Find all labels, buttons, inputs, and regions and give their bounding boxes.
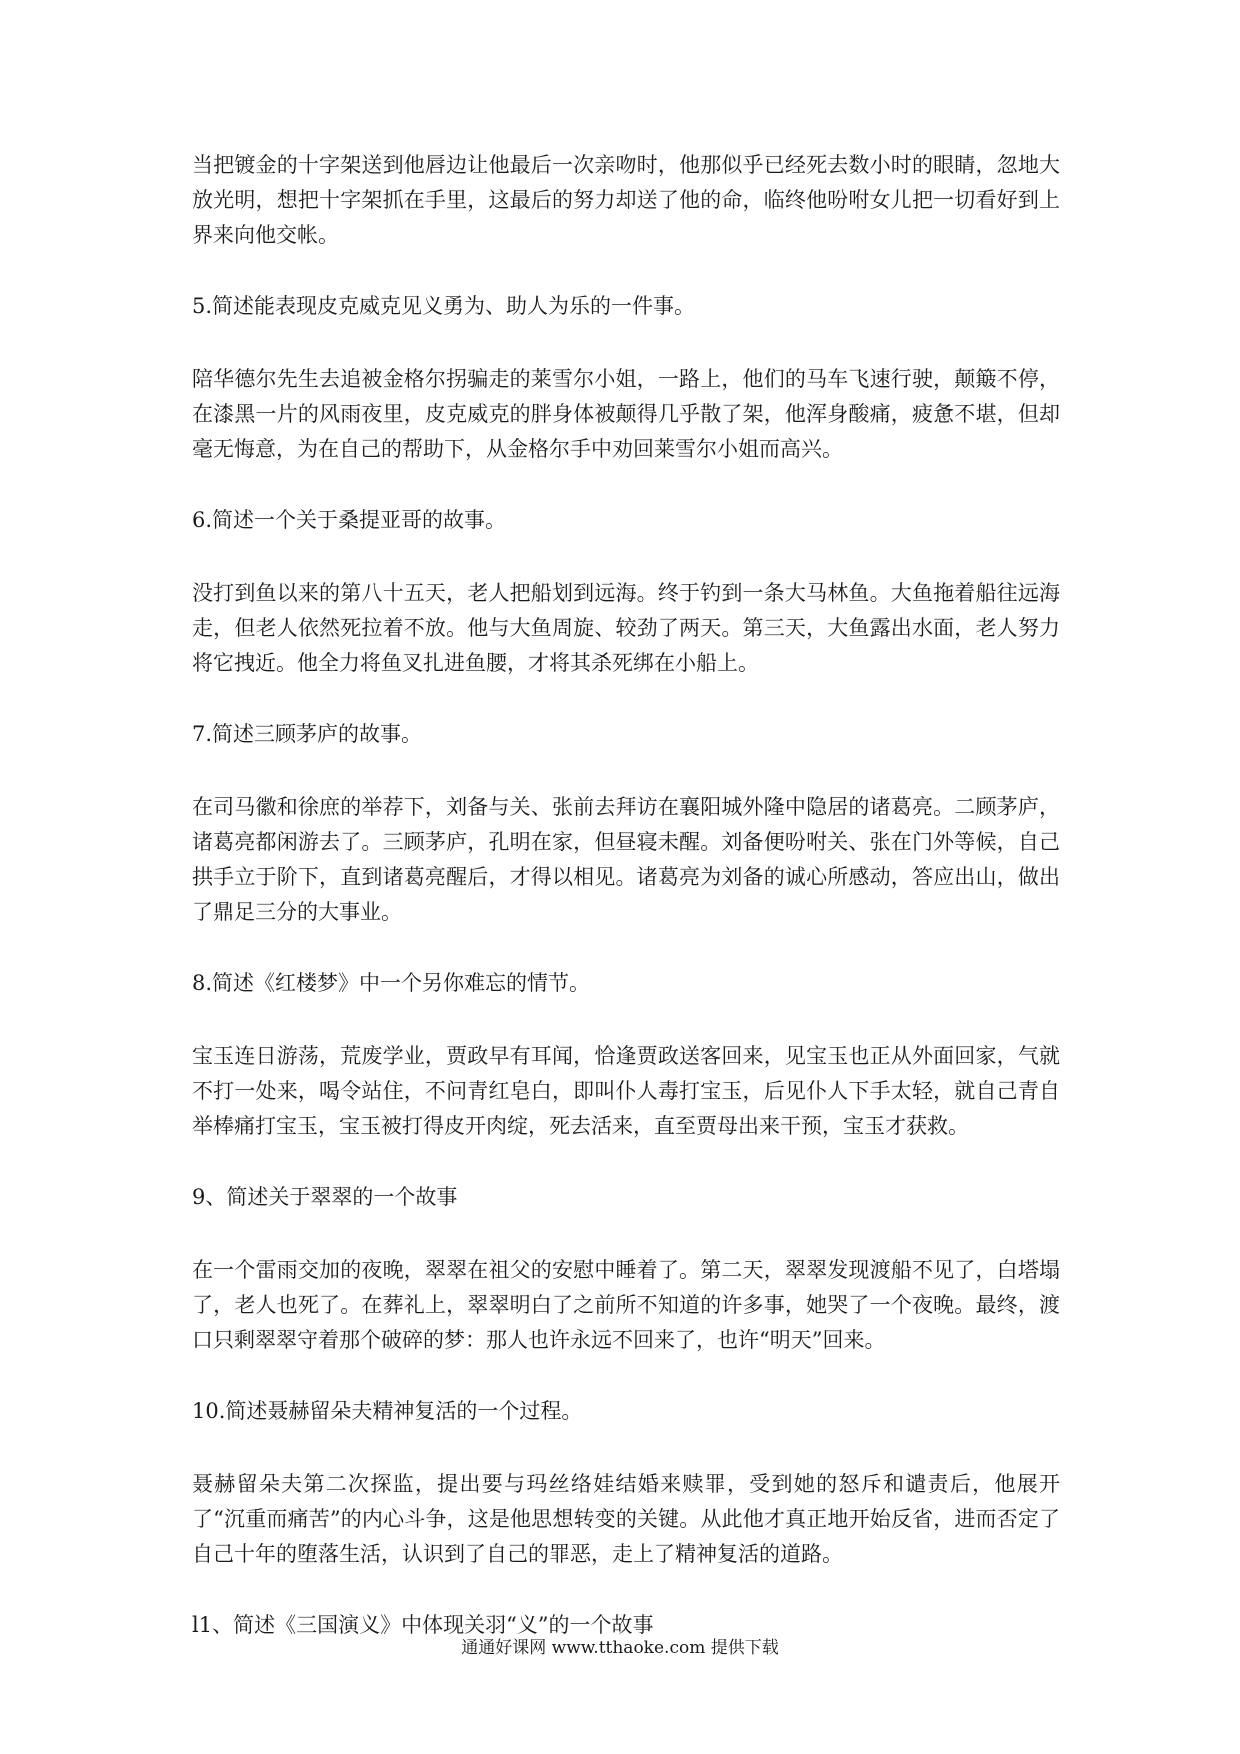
question-heading: 10.简述聂赫留朵夫精神复活的一个过程。 (192, 1399, 583, 1423)
answer-paragraph: 在司马徽和徐庶的举荐下，刘备与关、张前去拜访在襄阳城外隆中隐居的诸葛亮。二顾茅庐，诸葛亮都闲游去了。三顾茅庐，孔明在家，但昼寝未醒。刘备便吩咐关、张在门外等候，自己拱手立于阶下，直到诸葛亮醒后，才得以相见。诸葛亮为刘备的诚心所感动，答应出山，做出了鼎足三分的大事业。 (192, 795, 1060, 924)
question-heading: 7.简述三顾茅庐的故事。 (192, 722, 423, 746)
question-heading: 6.简述一个关于桑提亚哥的故事。 (192, 508, 507, 532)
question-heading: 9、简述关于翠翠的一个故事 (192, 1185, 458, 1209)
question-heading: l1、简述《三国演义》中体现关羽“义”的一个故事 (192, 1613, 654, 1637)
page-footer: 通通好课网 www.tthaoke.com 提供下载 (461, 1638, 779, 1658)
answer-paragraph: 没打到鱼以来的第八十五天，老人把船划到远海。终于钓到一条大马林鱼。大鱼拖着船往远海走，但老人依然死拉着不放。他与大鱼周旋、较劲了两天。第三天，大鱼露出水面，老人努力将它拽近。他全力将鱼叉扎进鱼腰，才将其杀死绑在小船上。 (192, 581, 1060, 675)
answer-paragraph: 陪华德尔先生去追被金格尔拐骗走的莱雪尔小姐，一路上，他们的马车飞速行驶，颠簸不停，在漆黑一片的风雨夜里，皮克威克的胖身体被颠得几乎散了架，他浑身酸痛，疲惫不堪，但却毫无悔意，为在自己的帮助下，从金格尔手中劝回莱雪尔小姐而高兴。 (192, 367, 1060, 461)
answer-paragraph: 宝玉连日游荡，荒废学业，贾政早有耳闻，恰逢贾政送客回来，见宝玉也正从外面回家，气就不打一处来，喝令站住，不问青红皂白，即叫仆人毒打宝玉，后见仆人下手太轻，就自己青自举棒痛打宝玉，宝玉被打得皮开肉绽，死去活来，直至贾母出来干预，宝玉才获救。 (192, 1044, 1060, 1138)
question-heading: 5.简述能表现皮克威克见义勇为、助人为乐的一件事。 (192, 294, 696, 318)
document-body (192, 148, 1060, 1681)
answer-paragraph: 当把镀金的十字架送到他唇边让他最后一次亲吻时，他那似乎已经死去数小时的眼睛，忽地大放光明，想把十字架抓在手里，这最后的努力却送了他的命，临终他吩咐女儿把一切看好到上界来向他交帐。 (192, 153, 1060, 247)
answer-paragraph: 在一个雷雨交加的夜晚，翠翠在祖父的安慰中睡着了。第二天，翠翠发现渡船不见了，白塔塌了，老人也死了。在葬礼上，翠翠明白了之前所不知道的许多事，她哭了一个夜晚。最终，渡口只剩翠翠守着那个破碎的梦：那人也许永远不回来了，也许“明天”回来。 (192, 1258, 1060, 1352)
question-heading: 8.简述《红楼梦》中一个另你难忘的情节。 (192, 971, 591, 995)
answer-paragraph: 聂赫留朵夫第二次探监，提出要与玛丝络娃结婚来赎罪，受到她的怒斥和谴责后，他展开了“沉重而痛苦”的内心斗争，这是他思想转变的关键。从此他才真正地开始反省，进而否定了自己十年的堕落生活，认识到了自己的罪恶，走上了精神复活的道路。 (192, 1472, 1060, 1566)
